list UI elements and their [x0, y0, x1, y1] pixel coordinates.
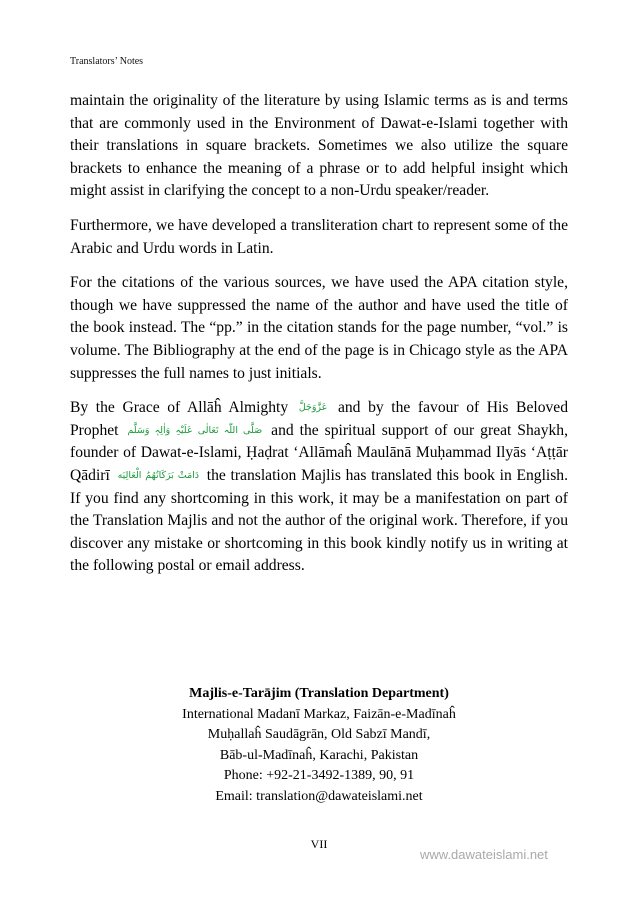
department-title: Majlis-e-Tarājim (Translation Department): [189, 686, 449, 701]
paragraph-4-part-a: By the Grace of Allāĥ Almighty: [70, 399, 289, 417]
contact-address-block: [70, 684, 568, 807]
main-text: [70, 90, 568, 590]
paragraph-4: [70, 397, 568, 578]
paragraph-1: maintain the originality of the literature by using Islamic terms as is and terms that are commonly used in the Environment of Dawat-e-Islami together with their translations in square brackets. Sometimes we also utilize the square brackets to enhance the meaning of a phrase or to add helpful insight which might assist in clarifying the concept to a non-Urdu speaker/reader.: [70, 92, 568, 200]
email-line: Email: translation@dawateislami.net: [215, 788, 423, 804]
phone-line: Phone: +92-21-3492-1389, 90, 91: [223, 768, 415, 783]
address-line-2: Muḥallaĥ Saudāgrān, Old Sabzī Mandī,: [207, 727, 431, 742]
address-line-3: Bāb-ul-Madīnaĥ, Karachi, Pakistan: [219, 747, 419, 763]
arabic-honorific-salawat: صَلَّی اللّٰہ تَعَالٰی عَلَیْہِ وَاٰلِہٖ وَسَلَّم: [127, 424, 263, 436]
paragraph-4-part-b: and by the favour of His Beloved Prophet: [70, 399, 569, 439]
paragraph-4-part-c: and the spiritual support of our great Shaykh, founder of Dawat-e-Islami, Ḥaḍrat ‘Allāmaĥ Maulānā Muḥammad Ilyās ‘Aṭṭār Qādirī: [70, 421, 568, 484]
paragraph-4-part-d: the translation Majlis has translated this book in English. If you find any shortcoming in this work, it may be a manifestation on part of the Translation Majlis and not the author of the original work. Therefore, if you discover any mistake or shortcoming in this book kindly notify us in writing at the following postal or email address.: [70, 466, 568, 575]
paragraph-2: Furthermore, we have developed a transliteration chart to represent some of the Arabic and Urdu words in Latin.: [70, 216, 568, 257]
website-watermark: www.dawateislami.net: [420, 847, 548, 862]
arabic-honorific-azza-wa-jal: عَزَّوَجَلَّ: [298, 402, 328, 414]
arabic-honorific-damat-barakatuhum: دَامَتْ بَرَكَاتُهُمُ الْعَالِيَه: [117, 469, 200, 481]
address-line-1: International Madanī Markaz, Faizān-e-Madīnaĥ: [182, 706, 456, 722]
paragraph-3: For the citations of the various sources, we have used the APA citation style, though we have suppressed the name of the author and have used the title of the book instead. The “pp.” in the citation stands for the page number, “vol.” is volume. The Bibliography at the end of the page is in Chicago style as the APA suppresses the full names to just initials.: [70, 274, 568, 382]
running-header: Translators’ Notes: [70, 56, 144, 67]
page-number: VII: [310, 837, 328, 851]
